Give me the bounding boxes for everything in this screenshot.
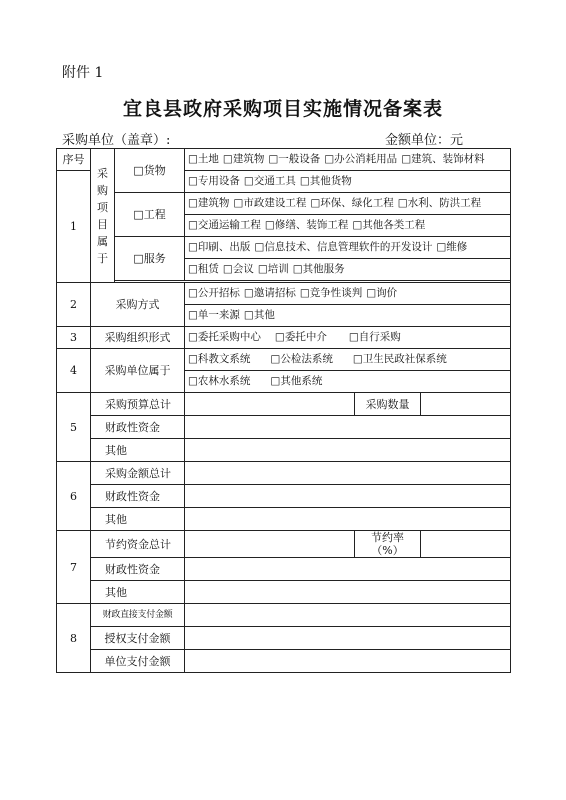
- goods-options-line2: [185, 171, 511, 193]
- savings-fiscal-label: 财政性资金: [91, 558, 185, 581]
- table-row: [57, 650, 511, 673]
- option-checkbox[interactable]: □建筑物: [188, 197, 230, 209]
- authorized-pay-label: 授权支付金额: [91, 627, 185, 650]
- option-checkbox[interactable]: □单一来源: [188, 309, 240, 321]
- table-row: [57, 558, 511, 581]
- budget-fiscal-value[interactable]: [185, 416, 511, 439]
- table-row: [57, 627, 511, 650]
- authorized-pay-value[interactable]: [185, 627, 511, 650]
- seq-4: 4: [57, 349, 91, 393]
- seq-6: 6: [57, 462, 91, 531]
- option-checkbox[interactable]: □建筑物: [222, 153, 265, 165]
- option-checkbox[interactable]: □卫生民政社保系统: [352, 353, 447, 365]
- seq-5: 5: [57, 393, 91, 462]
- services-options-line1: [185, 237, 511, 259]
- option-checkbox[interactable]: □印刷、出版: [188, 241, 251, 253]
- option-checkbox[interactable]: □信息技术、信息管理软件的开发设计: [254, 241, 433, 253]
- savings-fiscal-value[interactable]: [185, 558, 511, 581]
- table-row: [57, 531, 511, 558]
- table-row: [57, 439, 511, 462]
- direct-pay-value[interactable]: [185, 604, 511, 627]
- table-row: [57, 508, 511, 531]
- amount-other-label: 其他: [91, 508, 185, 531]
- quantity-value[interactable]: [421, 393, 511, 416]
- amount-fiscal-value[interactable]: [185, 485, 511, 508]
- direct-pay-label: 财政直接支付金额: [91, 604, 185, 627]
- option-checkbox[interactable]: □办公消耗用品: [324, 153, 398, 165]
- option-checkbox[interactable]: □交通运输工程: [188, 219, 261, 231]
- amount-total-value[interactable]: [185, 462, 511, 485]
- amount-total-label: 采购金额总计: [91, 462, 185, 485]
- budget-other-value[interactable]: [185, 439, 511, 462]
- option-checkbox[interactable]: □建筑、装饰材料: [401, 153, 485, 165]
- seq-1: 1: [57, 171, 91, 283]
- unit-system-line2: [185, 371, 511, 393]
- organization-form-label: 采购组织形式: [91, 327, 185, 349]
- option-checkbox[interactable]: □委托中介: [274, 331, 327, 343]
- seq-8: 8: [57, 604, 91, 673]
- savings-rate-label: 节约率（%）: [355, 531, 421, 558]
- table-row: [57, 604, 511, 627]
- procurement-method-line2: [185, 305, 511, 327]
- option-checkbox[interactable]: □公检法系统: [270, 353, 333, 365]
- table-row: [57, 193, 511, 215]
- table-row: [57, 485, 511, 508]
- option-checkbox[interactable]: □专用设备: [188, 175, 240, 187]
- budget-total-value[interactable]: [185, 393, 355, 416]
- option-checkbox[interactable]: □自行采购: [348, 331, 401, 343]
- option-checkbox[interactable]: □培训: [257, 263, 289, 275]
- savings-rate-value[interactable]: [421, 531, 511, 558]
- procurement-method-line1: [185, 283, 511, 305]
- budget-fiscal-label: 财政性资金: [91, 416, 185, 439]
- option-checkbox[interactable]: □土地: [188, 153, 219, 165]
- table-row: [57, 581, 511, 604]
- unit-system-line1: [185, 349, 511, 371]
- table-row: [57, 237, 511, 259]
- seq-2: 2: [57, 283, 91, 327]
- table-row: [57, 416, 511, 439]
- unit-system-label: 采购单位属于: [91, 349, 185, 393]
- option-checkbox[interactable]: □环保、绿化工程: [310, 197, 394, 209]
- page-title: 宜良县政府采购项目实施情况备案表: [122, 98, 443, 120]
- option-checkbox[interactable]: □租赁: [188, 263, 219, 275]
- option-checkbox[interactable]: □会议: [222, 263, 254, 275]
- goods-checkbox[interactable]: □货物: [115, 149, 185, 193]
- option-checkbox[interactable]: □维修: [436, 241, 468, 253]
- option-checkbox[interactable]: □竞争性谈判: [299, 287, 363, 299]
- unit-pay-label: 单位支付金额: [91, 650, 185, 673]
- table-row: [57, 149, 511, 171]
- option-checkbox[interactable]: □农林水系统: [188, 375, 251, 387]
- seq-7: 7: [57, 531, 91, 604]
- purchasing-unit-label: 采购单位（盖章）:: [62, 133, 171, 148]
- budget-total-label: 采购预算总计: [91, 393, 185, 416]
- savings-total-value[interactable]: [185, 531, 355, 558]
- seq-header: 序号: [57, 149, 91, 171]
- option-checkbox[interactable]: □邀请招标: [243, 287, 296, 299]
- project-category-vertical-label: 采 购 项 目 属 于: [91, 149, 115, 283]
- option-checkbox[interactable]: □水利、防洪工程: [397, 197, 482, 209]
- goods-options-line1: [185, 149, 511, 171]
- savings-other-value[interactable]: [185, 581, 511, 604]
- option-checkbox[interactable]: □市政建设工程: [233, 197, 307, 209]
- option-checkbox[interactable]: □其他各类工程: [352, 219, 426, 231]
- table-row: [57, 462, 511, 485]
- option-checkbox[interactable]: □询价: [366, 287, 398, 299]
- table-row: [57, 283, 511, 305]
- option-checkbox[interactable]: □科教文系统: [188, 353, 251, 365]
- amount-other-value[interactable]: [185, 508, 511, 531]
- table-row: [57, 393, 511, 416]
- works-checkbox[interactable]: □工程: [115, 193, 185, 237]
- option-checkbox[interactable]: □公开招标: [188, 287, 240, 299]
- organization-form-options: [185, 327, 511, 349]
- savings-other-label: 其他: [91, 581, 185, 604]
- table-row: [57, 349, 511, 371]
- services-options-line2: [185, 259, 511, 281]
- option-checkbox[interactable]: □一般设备: [268, 153, 321, 165]
- amount-fiscal-label: 财政性资金: [91, 485, 185, 508]
- option-checkbox[interactable]: □其他服务: [292, 263, 345, 275]
- option-checkbox[interactable]: □其他: [243, 309, 275, 321]
- works-options-line2: [185, 215, 511, 237]
- services-checkbox[interactable]: □服务: [115, 237, 185, 281]
- option-checkbox[interactable]: □修缮、装饰工程: [264, 219, 349, 231]
- filing-table: [56, 148, 511, 673]
- works-options-line1: [185, 193, 511, 215]
- budget-other-label: 其他: [91, 439, 185, 462]
- procurement-method-label: 采购方式: [91, 283, 185, 327]
- attachment-label: 附件 1: [62, 65, 104, 81]
- quantity-label: 采购数量: [355, 393, 421, 416]
- option-checkbox[interactable]: □委托采购中心: [188, 331, 261, 343]
- option-checkbox[interactable]: □其他货物: [299, 175, 352, 187]
- unit-pay-value[interactable]: [185, 650, 511, 673]
- seq-3: 3: [57, 327, 91, 349]
- table-row: [57, 327, 511, 349]
- option-checkbox[interactable]: □其他系统: [270, 375, 323, 387]
- option-checkbox[interactable]: □交通工具: [243, 175, 296, 187]
- amount-unit-label: 金额单位：元: [385, 133, 464, 148]
- savings-total-label: 节约资金总计: [91, 531, 185, 558]
